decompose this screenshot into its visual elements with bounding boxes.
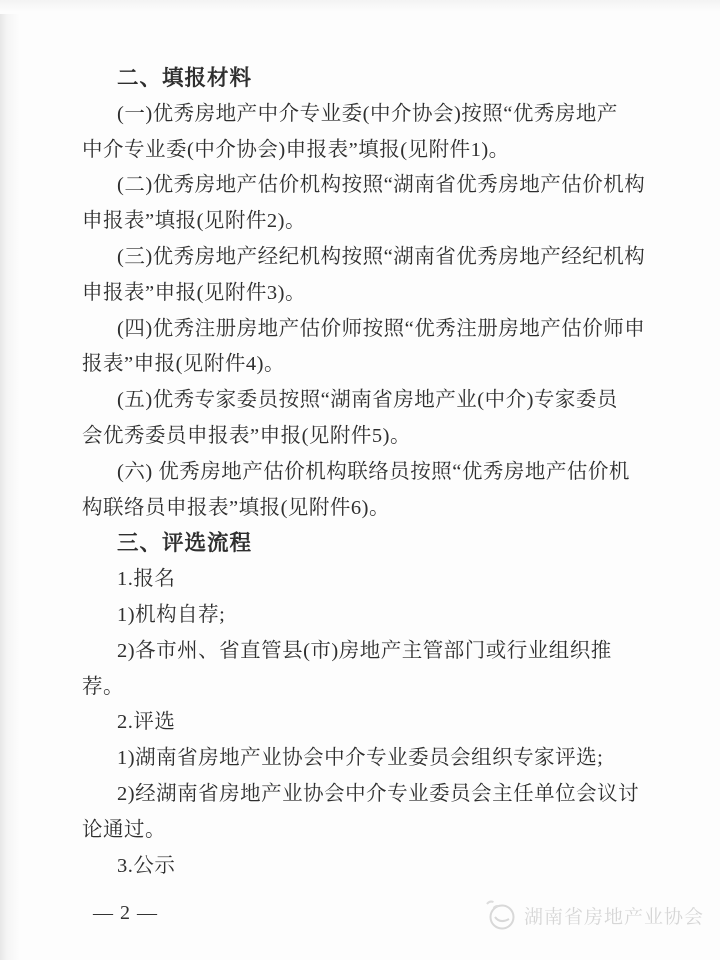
text-line: 构联络员申报表”填报(见附件6)。	[82, 496, 391, 519]
watermark-text: 湖南省房地产业协会	[523, 906, 704, 928]
text-line: 1)湖南省房地产业协会中介专业委员会组织专家评选;	[117, 747, 604, 770]
text-line: 3.公示	[117, 854, 176, 877]
text-line: 1)机构自荐;	[117, 603, 226, 626]
association-logo-icon	[483, 898, 519, 932]
page-number: — 2 —	[93, 902, 158, 924]
section-heading: 二、填报材料	[117, 66, 253, 90]
text-line: 2)经湖南省房地产业协会中介专业委员会主任单位会议讨	[117, 782, 640, 805]
text-line: 报表”申报(见附件4)。	[82, 353, 286, 376]
text-line: (五)优秀专家委员按照“湖南省房地产业(中介)专家委员	[117, 389, 618, 412]
text-line: 荐。	[82, 675, 124, 698]
text-line: 2)各市州、省直管县(市)房地产主管部门或行业组织推	[117, 639, 612, 662]
text-line: (二)优秀房地产估价机构按照“湖南省优秀房地产估价机构	[117, 174, 646, 197]
text-line: 会优秀委员申报表”申报(见附件5)。	[82, 424, 412, 447]
text-line: 申报表”申报(见附件3)。	[82, 281, 307, 304]
text-line: 申报表”填报(见附件2)。	[82, 210, 307, 233]
text-line: (六) 优秀房地产估价机构联络员按照“优秀房地产估价机	[117, 460, 630, 483]
document-body	[82, 61, 680, 884]
text-line: 论通过。	[82, 818, 166, 841]
page-footer	[0, 898, 720, 938]
text-line: 1.报名	[117, 568, 176, 591]
watermark	[483, 898, 704, 932]
text-line: 中介专业委(中介协会)申报表”填报(见附件1)。	[82, 138, 510, 161]
text-line: 2.评选	[117, 711, 176, 734]
text-line: (四)优秀注册房地产估价师按照“优秀注册房地产估价师申	[117, 317, 646, 340]
section-heading: 三、评选流程	[117, 531, 253, 556]
text-line: (一)优秀房地产中介专业委(中介协会)按照“优秀房地产	[117, 102, 618, 125]
text-line: (三)优秀房地产经纪机构按照“湖南省优秀房地产经纪机构	[117, 245, 646, 268]
